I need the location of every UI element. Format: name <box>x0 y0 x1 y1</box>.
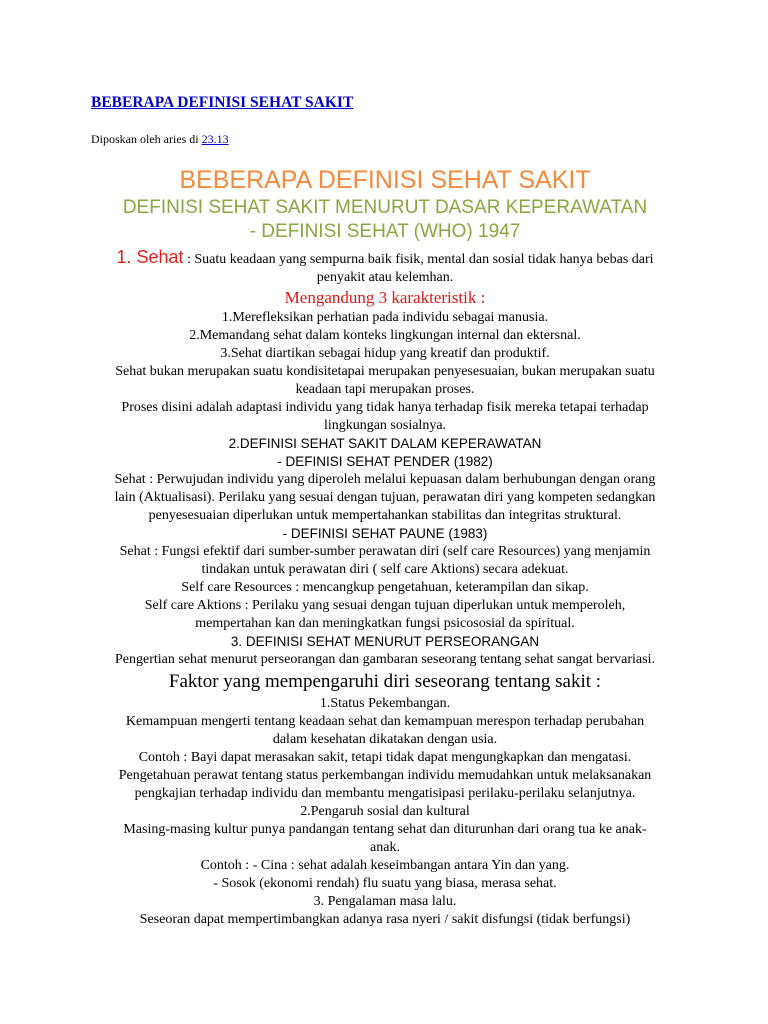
paragraph-line: Contoh : - Cina : sehat adalah keseimbangan antara Yin dan yang. <box>200 858 570 873</box>
sehat-text-cont: penyakit atau kelemhan. <box>316 270 454 285</box>
main-heading: BEBERAPA DEFINISI SEHAT SAKIT <box>179 166 591 194</box>
paragraph-line: lingkungan sosialnya. <box>323 418 447 433</box>
paragraph-line: Seseoran dapat mempertimbangkan adanya rasa nyeri / sakit disfungsi (tidak berfungsi) <box>139 912 631 927</box>
paune-heading: - DEFINISI SEHAT PAUNE (1983) <box>282 526 488 541</box>
karakteristik-3: 3.Sehat diartikan sebagai hidup yang kreatif dan produktif. <box>220 346 550 361</box>
paragraph-line: - Sosok (ekonomi rendah) flu suatu yang biasa, merasa sehat. <box>213 876 557 891</box>
paragraph-line: keadaan tapi merupakan proses. <box>295 382 475 397</box>
karakteristik-heading: Mengandung 3 karakteristik : <box>284 288 486 307</box>
karakteristik-2: 2.Memandang sehat dalam konteks lingkungan internal dan ektersnal. <box>189 328 581 343</box>
subheading-who: - DEFINISI SEHAT (WHO) 1947 <box>249 221 521 242</box>
paragraph-line: lain (Aktualisasi). Perilaku yang sesuai dengan tujuan, perawatan diri yang kompeten sedangkan <box>114 490 656 505</box>
paragraph-line: dalam kesehatan dikatakan dengan usia. <box>272 732 498 747</box>
paragraph-line: tindakan untuk perawatan diri ( self care Aktions) secara adekuat. <box>201 562 569 577</box>
paragraph-line: Sehat bukan merupakan suatu kondisitetapai merupakan penyesesuaian, bukan merupakan suatu <box>115 364 655 379</box>
faktor-heading: Faktor yang mempengaruhi diri seseorang tentang sakit : <box>168 671 602 692</box>
paragraph-line: penyesesuaian diperlukan untuk mempertahankan stabilitas dan integritas struktural. <box>148 508 622 523</box>
paragraph-line: Contoh : Bayi dapat merasakan sakit, tetapi tidak dapat mengungkapkan dan mengatasi. <box>138 750 632 765</box>
paragraph-line: Self care Aktions : Perilaku yang sesuai dengan tujuan diperlukan untuk memperoleh, <box>144 598 626 613</box>
section-2-heading: 2.DEFINISI SEHAT SAKIT DALAM KEPERAWATAN <box>228 436 542 451</box>
faktor-2-title: 2.Pengaruh sosial dan kultural <box>300 804 470 819</box>
paragraph-line: Kemampuan mengerti tentang keadaan sehat dan kemampuan merespon terhadap perubahan <box>125 714 645 729</box>
paragraph-line: pengkajian terhadap individu dan membantu mengatisipasi perilaku-perilaku selanjutnya. <box>134 786 636 801</box>
karakteristik-1: 1.Merefleksikan perhatian pada individu sebagai manusia. <box>221 310 549 325</box>
subheading-dasar: DEFINISI SEHAT SAKIT MENURUT DASAR KEPERAWATAN <box>122 197 648 218</box>
paragraph-line: Sehat : Perwujudan individu yang diperoleh melalui kepuasan dalam berhubungan dengan orang <box>114 472 656 487</box>
pender-heading: - DEFINISI SEHAT PENDER (1982) <box>277 454 493 469</box>
post-time-link[interactable]: 23.13 <box>201 132 229 146</box>
section-3-heading: 3. DEFINISI SEHAT MENURUT PERSEORANGAN <box>230 634 540 649</box>
post-title-link[interactable]: BEBERAPA DEFINISI SEHAT SAKIT <box>91 94 354 111</box>
paragraph-line: Proses disini adalah adaptasi individu yang tidak hanya terhadap fisik mereka tetapai terhadap <box>121 400 649 415</box>
faktor-3-title: 3. Pengalaman masa lalu. <box>313 894 457 909</box>
faktor-1-title: 1.Status Pekembangan. <box>319 696 451 711</box>
paragraph-line: anak. <box>370 840 400 855</box>
paragraph-line: Pengetahuan perawat tentang status perkembangan individu memudahkan untuk melaksanakan <box>118 768 652 783</box>
paragraph-line: Self care Resources : mencangkup pengetahuan, keterampilan dan sikap. <box>181 580 589 595</box>
paragraph-line: mempertahan kan dan meningkatkan fungsi psicososial da spiritual. <box>195 616 575 631</box>
paragraph-line: Masing-masing kultur punya pandangan tentang sehat dan diturunhan dari orang tua ke anak- <box>123 822 647 837</box>
paragraph-line: Sehat : Fungsi efektif dari sumber-sumber perawatan diri (self care Resources) yang menjamin <box>119 544 651 559</box>
paragraph-line: Pengertian sehat menurut perseorangan dan gambaran seseorang tentang sehat sangat bervariasi. <box>115 652 655 667</box>
post-body <box>80 164 690 929</box>
sehat-text: : Suatu keadaan yang sempurna baik fisik, mental dan sosial tidak hanya bebas dari <box>183 252 654 267</box>
post-meta <box>91 132 229 147</box>
post-author-label: Diposkan oleh aries di <box>91 132 202 146</box>
sehat-definition <box>80 248 690 269</box>
sehat-label: 1. Sehat <box>116 247 184 267</box>
